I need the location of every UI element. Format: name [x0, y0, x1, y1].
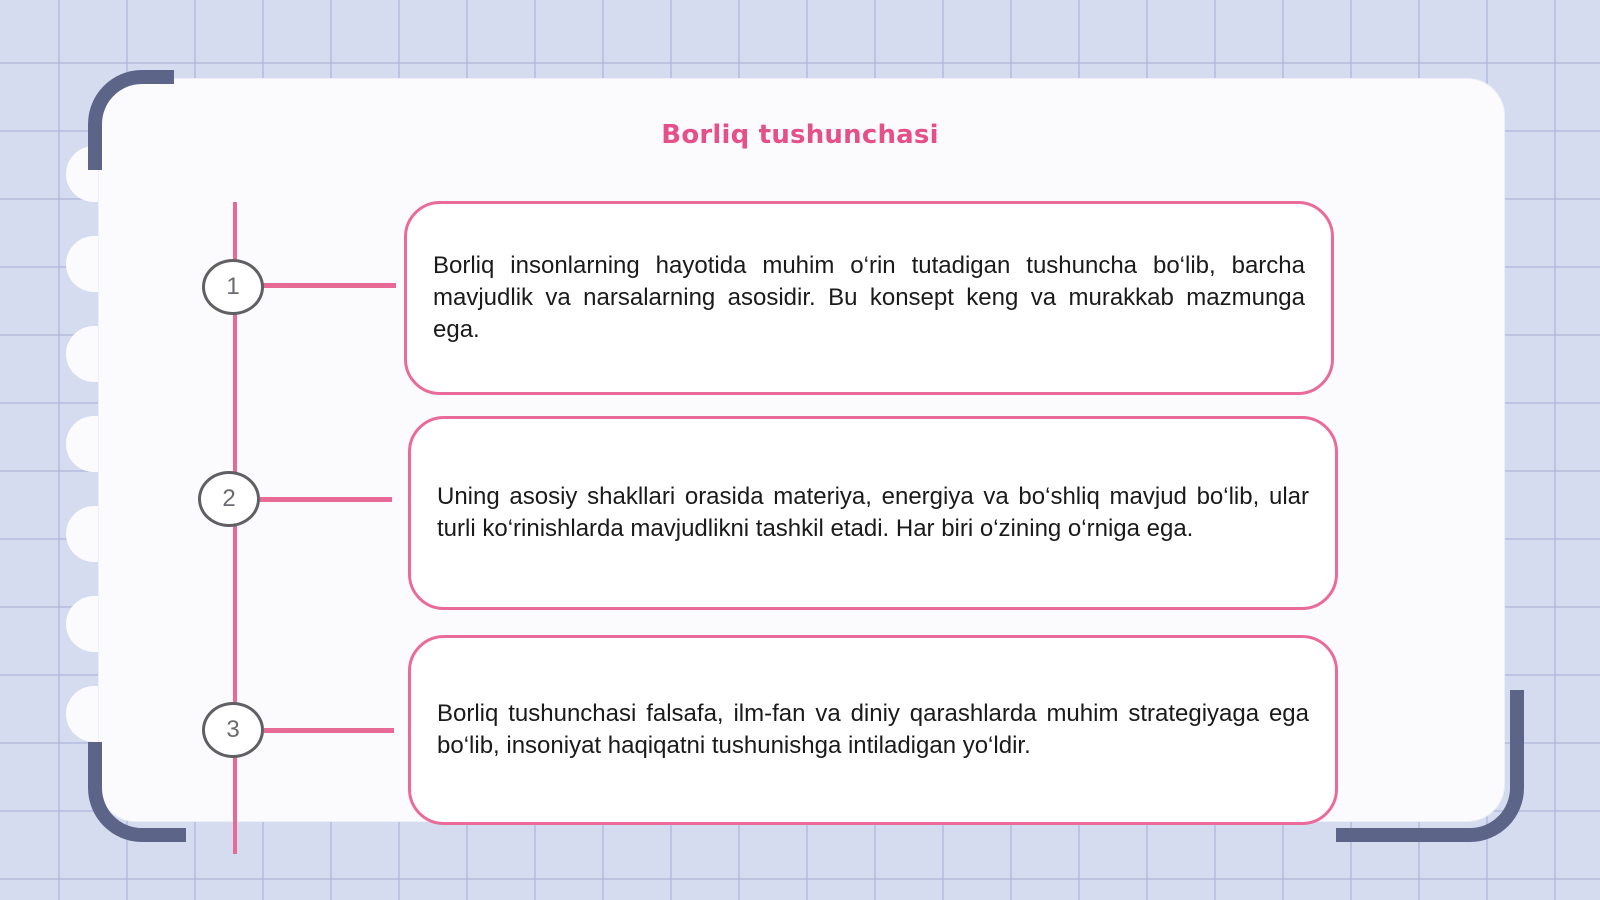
- step-number: 2: [222, 485, 236, 512]
- timeline-connector: [264, 728, 394, 733]
- slide-title: Borliq tushunchasi: [661, 120, 939, 150]
- step-number-badge: [198, 471, 260, 527]
- corner-bracket-bottom-left: [88, 742, 186, 842]
- timeline-connector: [260, 497, 392, 502]
- step-card: [408, 635, 1338, 825]
- timeline-connector: [262, 283, 396, 288]
- step-number: 3: [226, 716, 240, 743]
- step-number-badge: [202, 259, 264, 315]
- step-text: Borliq tushunchasi falsafa, ilm-fan va diniy qarashlarda muhim strategiyaga ega bo‘lib, insoniyat haqiqatni tushunishga intiladigan yo‘ldir.: [437, 700, 1309, 759]
- corner-bracket-top-left: [88, 70, 174, 170]
- step-number: 1: [226, 273, 240, 300]
- corner-bracket-bottom-right: [1336, 690, 1524, 842]
- step-card: [404, 201, 1334, 395]
- step-text: Uning asosiy shakllari orasida materiya, energiya va bo‘shliq mavjud bo‘lib, ular turli ko‘rinishlarda mavjudlikni tashkil etadi. Har biri o‘zining o‘rniga ega.: [437, 483, 1309, 542]
- step-card: [408, 416, 1338, 610]
- step-number-badge: [202, 702, 264, 758]
- step-text: Borliq insonlarning hayotida muhim o‘rin tutadigan tushuncha bo‘lib, barcha mavjudlik va narsalarning asosidir. Bu konsept keng va murakkab mazmunga ega.: [433, 252, 1305, 343]
